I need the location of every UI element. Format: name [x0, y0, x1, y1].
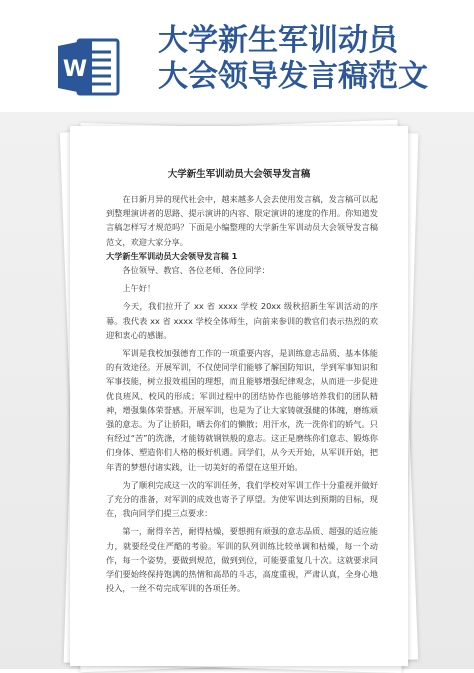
svg-text:W: W — [62, 57, 88, 82]
page-title-line-1: 大学新生军训动员 — [158, 23, 398, 58]
paragraph-2: 军训是我校加强德育工作的一项重要内容，是训练意志品质、基本体能的有效途径。开展军训，不仅使同学们能够了解国防知识，学到军事知识和军事技能，树立报效祖国的理想，而且能够增强纪律观念，从而进一步促进优良班风、校风的形成；军训过程中的团结协作也能够培养我们的团队精神，增强集体荣誉感。开展军训，也是为了让大家铸就强健的体魄，磨练顽强的意志。为了让骄阳，晒去你们的懒散；用汗水，洗一洗你们的娇气。只有经过“苦”的洗涤，才能铸就钢铁般的意志。这正是磨练你们意志、锻炼你们身体、塑造你们人格的极好机遇。同学们，从今天开始，从军训开始，把年青的梦想付诸实践，让一切美好的希望在这里开始。 — [106, 348, 378, 472]
document-title: 大学新生军训动员大会领导发言稿 — [167, 169, 311, 180]
intro-paragraph: 在日新月异的现代社会中，越来越多人会去使用发言稿，发言稿可以起到整理演讲者的思路、提示演讲的内容、限定演讲的速度的作用。你知道发言稿怎样写才规范吗？下面是小编整理的大学新生军训动员大会领导发言稿范文，欢迎大家分享。 — [106, 194, 378, 247]
paragraph-4: 第一，耐得辛苦，耐得枯燥，要想拥有顽强的意志品质、超强的适应能力，就要经受住严酷的考验。军训的队列训练比较单调和枯燥，每一个动作，每一个姿势，要做到规范，做到到位，可能要重复几十次。这就要求同学们要始终保持饱满的热情和高昂的斗志，高度重视，严肃认真，全身心地投入，一丝不苟完成军训的各项任务。 — [106, 526, 378, 594]
page-title-line-2: 大会领导发言稿范文 — [158, 59, 428, 94]
document-body — [106, 192, 378, 595]
word-document-icon — [58, 36, 122, 98]
section-subtitle: 大学新生军训动员大会领导发言稿 1 — [106, 250, 238, 261]
greeting: 上午好！ — [122, 283, 156, 294]
page-header — [0, 0, 474, 112]
paragraph-1: 今天，我们拉开了 xx 省 xxxx 学校 20xx 级秋招新生军训活动的序幕。我代表 xx 省 xxxx 学校全体师生，向前来参训的教官们表示热烈的欢迎和衷心的感谢。 — [106, 301, 378, 340]
salutation: 各位领导、教官、各位老师、各位同学： — [122, 265, 270, 276]
paragraph-3: 为了顺利完成这一次的军训任务，我们学校对军训工作十分重视并做好了充分的准备，对军训的成效也寄予了厚望。为使军训达到预期的目标，现在，我向同学们提三点要求： — [106, 479, 378, 519]
document-page — [70, 126, 408, 666]
